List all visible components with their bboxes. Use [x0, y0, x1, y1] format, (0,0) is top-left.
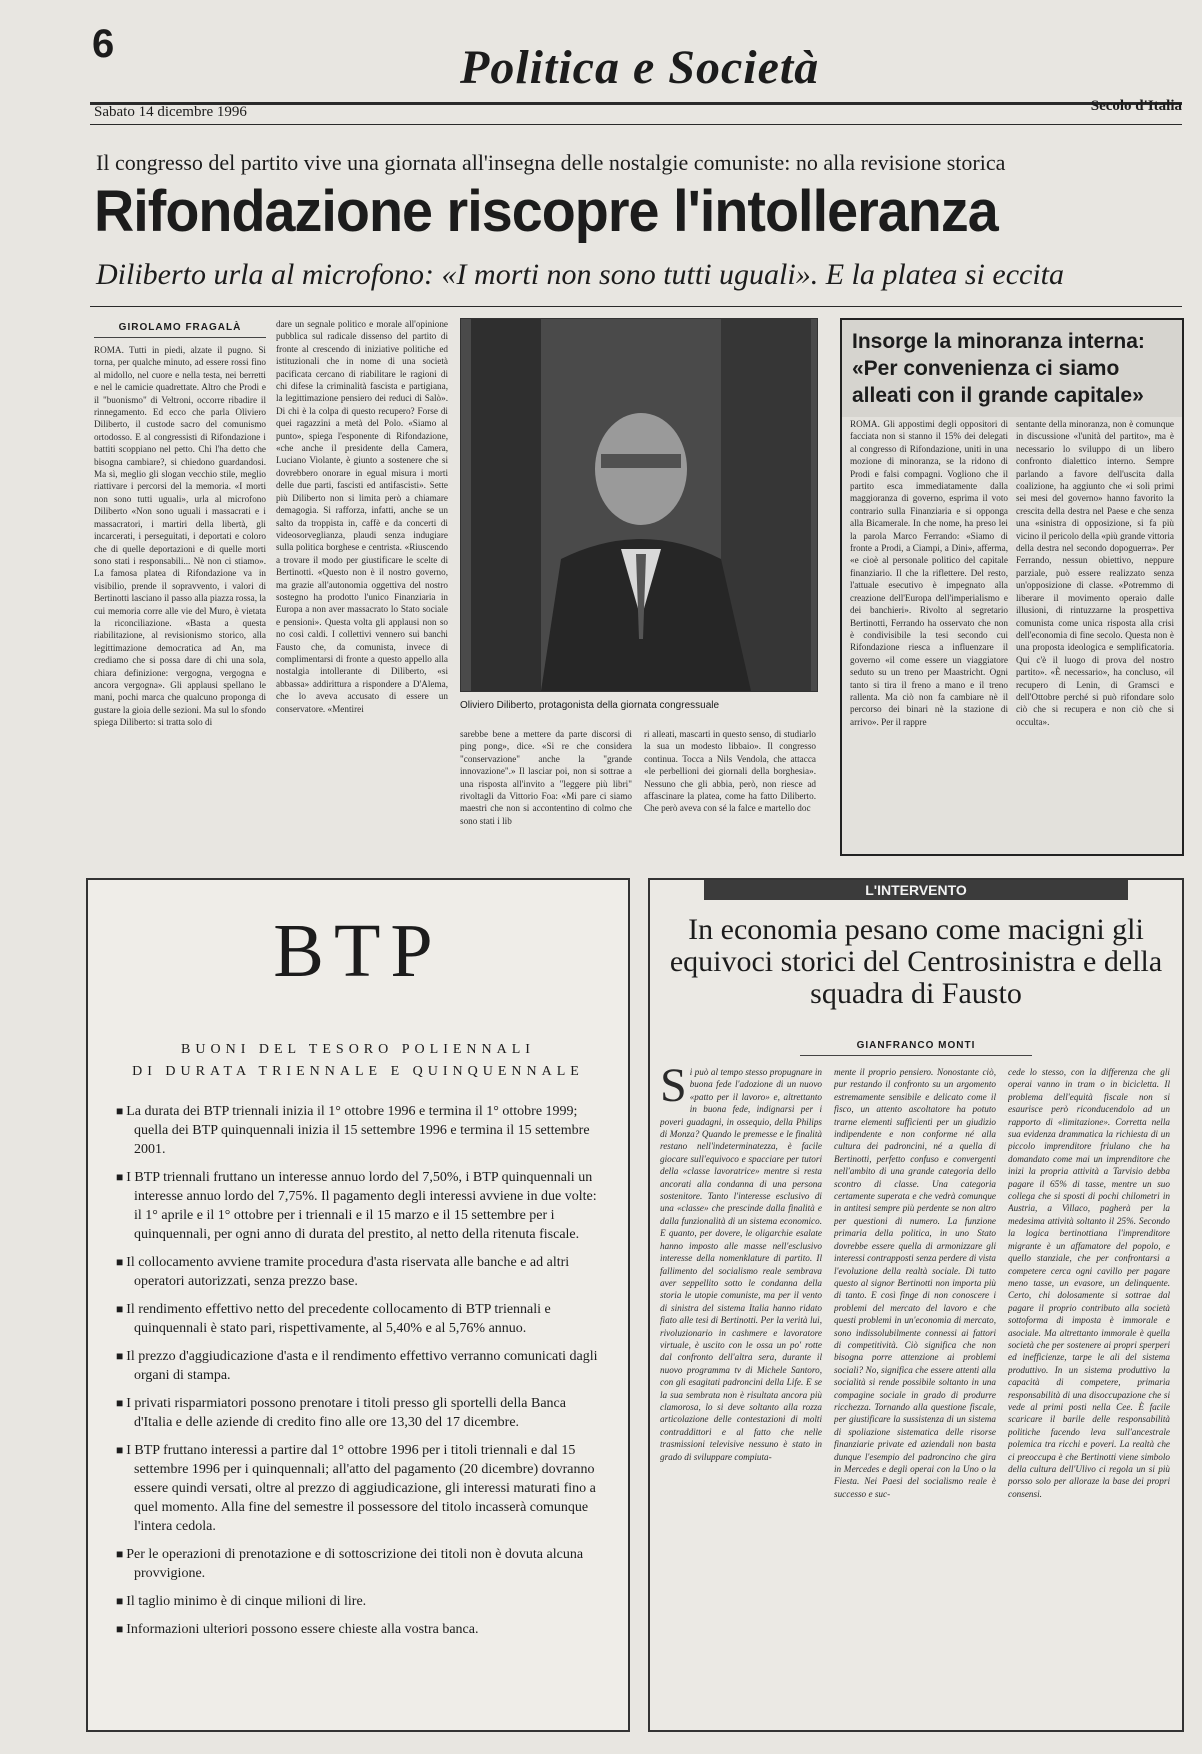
- bullet-icon: ■: [116, 1443, 127, 1457]
- sidebar-title: Insorge la minoranza interna: «Per convenienza ci siamo alleati con il grande capitale»: [842, 320, 1182, 417]
- opinion-column-3: cede lo stesso, con la differenza che gli operai vanno in tram o in bicicletta. Il problema dell'equità fiscale non si esaurisce però riconducendolo ad un rapporto di «limitazione». Corretta nella sua evidenza drammatica la richiesta di un piccolo imprenditore friulano che ha domandato come mai un imprenditore che inizi la propria attività a Tarvisio debba pagare il 65% di tasse, mentre un suo collega che si sposti di pochi chilometri in Austria, a Villaco, pagherà per la medesima attività soltanto il 25%. Secondo la logica bertinottiana l'imprenditore migrante è un affamatore del popolo, e quello stanziale, che per confrontarsi a competere cerca ogni cavillo per pagare meno tasse, un evasore, un delinquente. Certo, chi dolosamente si sottrae dal pagare il proprio contributo alla società sottoforma di imposta è immorale e asociale. Ma altrettanto immorale è quella società che per sostenere ai propri sperperi ed inefficienze, tarpe le ali del sistema produttivo. In un sistema produttivo la capacità di competere, primaria responsabilità di una disoccupazione che si vede al primi posti nella Cee. È facile scaricare il barile delle responsabilità politiche facendo leva sull'ancestrale polemica tra ricchi e poveri. La realtà che ci preoccupa è che Bertinotti viene simbolo della cultura dell'Ulivo ci regola un si più porsso solo per alloraze la base dei propri consensi.: [1008, 1067, 1170, 1499]
- heading-rule: [90, 306, 1182, 307]
- btp-term: ■ Informazioni ulteriori possono essere chieste alla vostra banca.: [116, 1622, 479, 1637]
- issue-date: Sabato 14 dicembre 1996: [94, 104, 247, 120]
- newspaper-name: Secolo d'Italia: [1090, 98, 1182, 114]
- diliberto-photo: [460, 318, 818, 692]
- article-column-2: dare un segnale politico e morale all'opinione pubblica sul radicale dissenso del partito di fronte al crescendo di iniziative politiche ed istituzionali che in nome di una società pacificata cercano di riabilitare le ragioni di chi difese la criminalità fascista e partigiana, la legittimazione pensiero dei reduci di Salò». Di chi è la colpa di questo recupero? Forse di quei ragazzini a metà del Polo. «Siamo al punto», spiega l'esponente di Rifondazione, «che anche il presidente della Camera, Luciano Violante, è giunto a sostenere che si dovrebbero onorare in egual misura i morti delle due parti, fascisti ed antifascisti». Sette più Diliberto non si limita però a chiamare demagogia. Si rafforza, infatti, anche se un salto da troppista in, caffè e da concerti di videosorveglianza, plaudi senza indugiare sulla politica borghese e centrista. «Riuscendo a trovare il modo per giustificare le scelte di Bertinotti. «Questo non è il nostro governo, ma grazie all'autonomia oggettiva del nostro sostegno ha prodotto l'unico Finanziaria in Europa a non aver massacrato lo Stato sociale e pensioni». Questa volta gli applausi non so no così caldi. I collettivi vennero sui banchi Fausto che, da comunista, invece di complimentarsi di fronte a questo appello alla nostalgia intollerante di Diliberto, «si abbassa» addirittura a rispondere a D'Alema, che lo aveva accusato di essere un conservatore. «Mentirei: [276, 319, 448, 714]
- article-kicker: Il congresso del partito vive una giornata all'insegna delle nostalgie comuniste: no alla revisione storica: [96, 150, 1006, 175]
- bullet-icon: ■: [116, 1170, 127, 1184]
- btp-term: ■ La durata dei BTP triennali inizia il 1° ottobre 1996 e termina il 1° ottobre 1999; quella dei BTP quinquennali inizia il 15 settembre 1996 e termina il 15 settembre 2001.: [116, 1104, 590, 1157]
- btp-subtitle-1: BUONI DEL TESORO POLIENNALI: [181, 1042, 535, 1057]
- btp-terms-list: [116, 1102, 606, 1648]
- opinion-box: [648, 878, 1184, 1732]
- article-headline: Rifondazione riscopre l'intolleranza: [94, 179, 998, 244]
- btp-title: BTP: [273, 909, 443, 993]
- article-column-3: sarebbe bene a mettere da parte discorsi di ping pong», dice. «Si re che considera "conservazione" anche la "grande innovazione".» Il lasciar poi, non si sottrae a una risposta all'invito a "leggere più libri" rivoltagli da Vittorio Foa: «Mi pare ci siamo maestri che non si accontentino di colmo che sono stati i lib: [460, 729, 632, 826]
- btp-term: ■ Per le operazioni di prenotazione e di sottoscrizione dei titoli non è dovuta alcuna provvigione.: [116, 1547, 584, 1581]
- btp-term: ■ Il rendimento effettivo netto del precedente collocamento di BTP triennali e quinquennali è stato pari, rispettivamente, al 5,40% e al 5,76% annuo.: [116, 1302, 551, 1336]
- bullet-icon: ■: [116, 1547, 127, 1561]
- minority-sidebar: [840, 318, 1184, 856]
- masthead-rule: [90, 102, 1182, 105]
- opinion-byline: GIANFRANCO MONTI: [800, 1040, 1032, 1056]
- opinion-tag: L'INTERVENTO: [704, 880, 1128, 900]
- btp-advertisement: [86, 878, 630, 1732]
- opinion-column-2: mente il proprio pensiero. Nonostante ciò, pur restando il confronto su un argomento estremamente sensibile e delicato come il fisco, un attento ascoltatore ha potuto trarne elementi sufficienti per un giudizio indipendente e non conforme né alla cultura dei padroncini, né a quella di Bertinotti, perfetto confuso e convergenti nell'ambito di una grande categoria dello scontro di classe. Una categoria certamente superata e che vedrà comunque in antitesi sempre più perdente se non altro per questioni di numero. La funzione primaria della politica, in uno Stato dovrebbe essere quella di armonizzare gli interessi contrapposti senza perdere di vista l'evoluzione della realtà sociale. Di tutto questo al signor Bertinotti non importa più di tanto. E così finge di non conoscere i problemi del mercato del lavoro e che questi problemi in un'economia di mercato, sono indissolubilmente connessi ai fattori di competitività. Ciò significa che non bisogna porre attenzione ai problemi sociali? No, significa che essere attenti alla socialità si rende possibile soltanto in una compagine sociale in grado di produrre ricchezza. Tornando alla questione fiscale, per giustificare la sussistenza di un sistema di spoliazione sistematica delle risorse finanziarie private ed aziendali non basta dunque l'esempio del padroncino che gira in Mercedes e degli operai con la Uno o la Fiesta. Nei Paesi del socialismo reale è successo e suc-: [834, 1067, 996, 1499]
- page-number: 6: [92, 22, 115, 66]
- photo-caption: Oliviero Diliberto, protagonista della giornata congressuale: [460, 700, 720, 711]
- btp-term: ■ Il collocamento avviene tramite procedura d'asta riservata alle banche e ad altri operatori autorizzati, senza prezzo base.: [116, 1255, 570, 1289]
- opinion-column-1: Si può al tempo stesso propugnare in buona fede l'adozione di un nuovo «patto per il lavoro» e, altrettanto in buona fede, indignarsi per i poveri guadagni, in ossequio, della Philips di Monza? Quando le premesse e le finalità restano nell'indeterminatezza, è facile giocare sull'equivoco e spacciare per tutori della «classe lavoratrice» mentre si resta ancorati alla condanna di una persona sostenitore. Tanto l'interesse esclusivo di una «classe» che prescinde dalla finalità e dalla funzionalità di un sistema economico. E quanto, per dovere, le oligarchie esalate hanno imposto alle masse nell'esclusivo interesse della nomenklature di partito. Il fallimento del socialismo reale sembrava aver seppellito sotto le condanna della storia le utopie comuniste, ma per il vento di sinistra del sistema Italia hanno ridato fiato alle tesi di Bertinotti. Per la verità lui, rivoluzionario in cashmere e lavoratore virtuale, è uscito con le ossa un po' rotte dal confronto dell'altra sera, durante il nuovo programma tv di Michele Santoro, con gli esagitati padroncini della Life. E se la sua sembrata non è risultata ancora più clamorosa, lo si deve soltanto alla rozza articolazione delle contestazioni di molti contraddittori e al fatto che nelle trasmissioni televisive nessuno è stato in grado di sviluppare compiuta-: [660, 1066, 822, 1462]
- dropcap: S: [660, 1066, 687, 1112]
- article-column-4: ri alleati, mascarti in questo senso, di studiarlo la sua un modesto libbaio». Il congresso continua. Tocca a Nils Vendola, che attacca «le perbellioni dei giornali della borghesia». Nessuno che gli abbia, però, non riesce ad affascinare la platea, come ha fatto Diliberto. Che però aveva con sé la falce e martello doc: [644, 729, 816, 814]
- btp-term: ■ I privati risparmiatori possono prenotare i titoli presso gli sportelli della Banca d'Italia e delle aziende di credito fino alle ore 13,30 del 17 dicembre.: [116, 1396, 566, 1430]
- article-byline: GIROLAMO FRAGALÀ: [94, 322, 266, 338]
- opinion-title: In economia pesano come macigni gli equivoci storici del Centrosinistra e della squadra di Fausto: [669, 913, 1163, 1010]
- bullet-icon: ■: [116, 1104, 127, 1118]
- bullet-icon: ■: [116, 1302, 127, 1316]
- article-subhead: Diliberto urla al microfono: «I morti non sono tutti uguali». E la platea si eccita: [96, 258, 1064, 291]
- bullet-icon: ■: [116, 1255, 127, 1269]
- bullet-icon: ■: [116, 1622, 127, 1636]
- btp-term: ■ Il taglio minimo è di cinque milioni di lire.: [116, 1594, 367, 1609]
- sidebar-column-2: sentante della minoranza, non è comunque in discussione «l'unità del partito», ma è necessario lo sviluppo di un libero confronto dialettico interno. Sempre parlando a favore dell'uscita dalla coalizione, ha aggiunto che «i soli primi sei mesi del governo» hanno favorito la crescita della destra nel Paese e che senza una «sinistra di opposizione, si fa più vicino il pericolo della «più grande vittoria della destra nel secondo dopoguerra». Per Ferrando, nessun obiettivo, neppure parziale, può essere realizzato senza un'opposizione di classe. «Potremmo di liberare il movimento operaio dalle illusioni, di rintuzzarne la prospettiva comunista come unica risposta alla crisi dell'economia di fine secolo. Questa non è una proposta ideologica e semplificatoria. Qui c'è il luogo di prova del nostro partito». «È necessario», ha concluso, «il recupero di Lenin, di Gramsci e dell'Ottobre perché si può rifondare solo ciò che si recupera e non ciò che si occulta».: [1016, 419, 1174, 727]
- btp-term: ■ I BTP triennali fruttano un interesse annuo lordo del 7,50%, i BTP quinquennali un interesse annuo lordo del 7,75%. Il pagamento degli interessi avviene in due volte: il 1° aprile e il 1° ottobre per i triennali e il 15 marzo e il 15 settembre per i quinquennali, per ogni anno di durata del prestito, al netto della ritenuta fiscale.: [116, 1170, 597, 1242]
- btp-term: ■ I BTP fruttano interessi a partire dal 1° ottobre 1996 per i titoli triennali e dal 15 settembre 1996 per i quinquennali; all'atto del pagamento (20 dicembre) dovranno essere quindi versati, oltre al prezzo di aggiudicazione, gli interessi maturati fino a quel momento. Alla fine del semestre il possessore del titolo incasserà comunque l'intera cedola.: [116, 1443, 596, 1534]
- bullet-icon: ■: [116, 1396, 127, 1410]
- article-column-1: ROMA. Tutti in piedi, alzate il pugno. Si torna, per qualche minuto, ad essere rossi fino al midollo, nel cuore e nella testa, nei berretti e nel le camicie quadrettate. Altro che Prodi e il "buonismo" di Veltroni, occorre ribadire il rinnegamento. Ed ecco che parla Oliviero Diliberto, il custode sacro del comunismo ortodosso. E al congressisti di Rifondazione i battiti scoppiano nel petto. Chi l'ha detto che bisogna cambiare?, si chiedono guardandosi. Ma sì, meglio gli slogan vecchio stile, meglio riattivare i percorsi del la memoria. «I morti non sono tutti uguali», urla al microfono Diliberto «Non sono uguali i massacrati e i massacratori, i martiri della libertà, gli incarcerati, i perseguitati, i deportati e coloro che di quelle deportazioni e di quelle morti sono stati i responsabili... Nè non ci stiamo». La famosa platea di Rifondazione va in visibilio, prende il sopravvento, i valori di Bertinotti lasciano il passo alla piazza rossa, la cui memoria corre alle vie del Muro, è vietata la riconciliazione. «Basta a questa riabilitazione, al revisionismo storico, alla legittimazione democratica ad An, ma crediamo che si possa dare di chi una sola, chiara definizione: vergogna, vergogna e ancora vergogna». Gli applausi spellano le mani, pochi marca che qualcuno proponga di gustare la gioia delle sezioni. Ma sul lo sfondo spiega Diliberto: si tratta solo di: [94, 345, 266, 728]
- section-title: Politica e Società: [460, 41, 820, 94]
- sidebar-column-1: ROMA. Gli appostimi degli oppositori di facciata non si stanno il 15% dei delegati al congresso di Rifondazione, uniti in una mozione di minoranza, se la ridono di Prodi e falsi compagni. Vogliono che il partito esca immediatamente dalla maggioranza di governo, esprima il voto contrario sulla Finanziaria e si opponga alla Bicamerale. In che nome, ha preso lei la parola Marco Ferrando: «Siamo di fronte a Prodi, a Ciampi, a Dini», afferma, «e cioè al personale politico del capitale finanziario. Il che la riflettere. Del resto, l'attuale esecutivo è impegnato alla creazione dell'Europa dell'imperialismo e dei banchieri». Rivolto al segretario Bertinotti, Ferrando ha osservato che non è condivisibile la tesi secondo cui Rifondazione riesca a influenzare il governo «il come essere un viaggiatore seduto su un treno per Maastricht. Ogni tanto si tira il freno a mano e il treno rallenta. Ma ciò non fa cambiare nè il percorso dei binari nè la stazione di arrivo». Per il rappre: [850, 419, 1008, 727]
- portrait-illustration: [461, 319, 817, 691]
- bullet-icon: ■: [116, 1349, 127, 1363]
- date-rule: [90, 124, 1182, 125]
- btp-term: ■ Il prezzo d'aggiudicazione d'asta e il rendimento effettivo verranno comunicati dagli organi di stampa.: [116, 1349, 598, 1383]
- btp-subtitle-2: DI DURATA TRIENNALE E QUINQUENNALE: [132, 1064, 584, 1079]
- bullet-icon: ■: [116, 1594, 127, 1608]
